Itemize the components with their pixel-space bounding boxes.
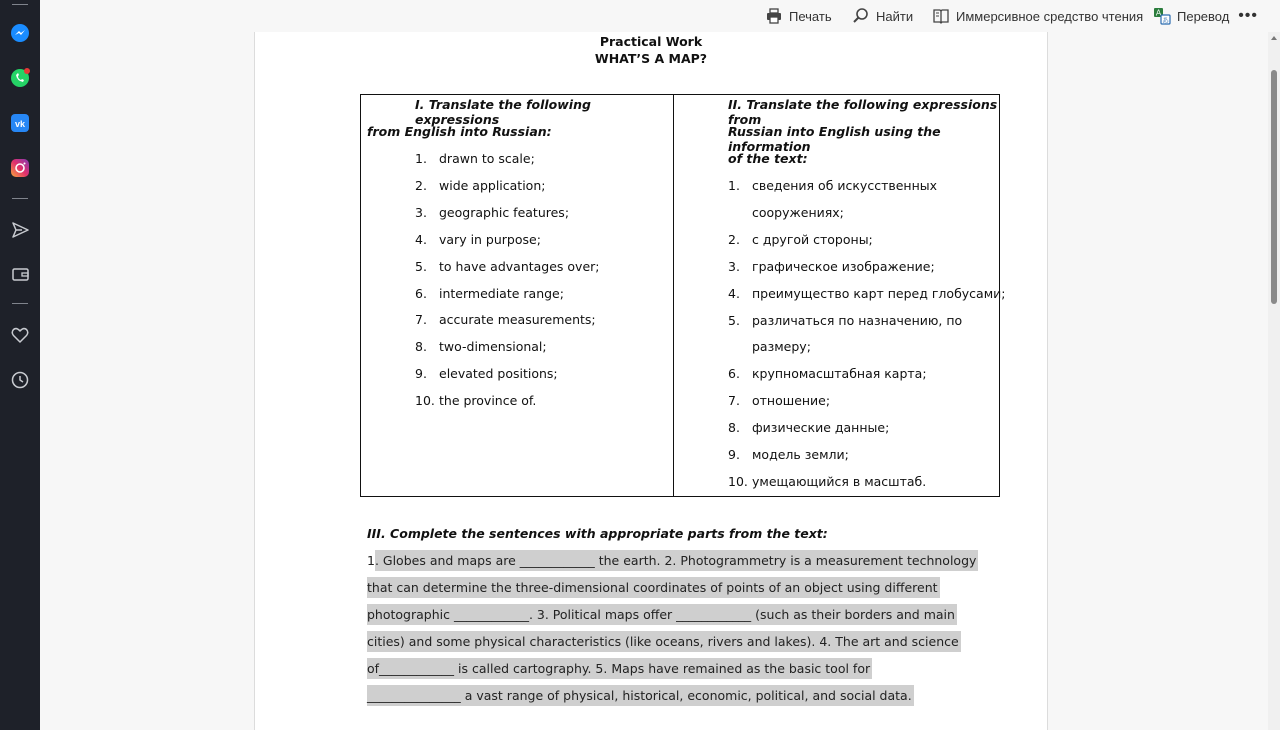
highlighted-text[interactable]: photographic ____________. 3. Political maps offer ____________ (such as their borders and main: [367, 604, 957, 625]
list-item: [415, 151, 535, 166]
translate-icon: [1153, 7, 1171, 25]
list-item: [728, 447, 849, 474]
list-item-number: 3.: [728, 258, 740, 274]
list-item-text: графическое изображение;: [752, 258, 935, 274]
list-item-text-block: [752, 286, 1005, 313]
messenger-icon[interactable]: [8, 21, 32, 45]
document-subtitle: WHAT’S A MAP?: [594, 51, 708, 66]
heart-icon[interactable]: [8, 323, 32, 347]
list-item-text: преимущество карт перед глобусами;: [752, 285, 1006, 301]
list-item-text-block: [752, 178, 937, 232]
section2-heading-line1: II. Translate the following expressions from: [728, 97, 998, 127]
list-item-number: 9.: [728, 447, 740, 462]
list-item: [415, 339, 547, 354]
list-item-number: 10.: [728, 473, 748, 489]
list-item-text: модель земли;: [752, 447, 849, 462]
list-item-text: умещающийся в масштаб.: [752, 473, 927, 489]
translate-label: Перевод: [1177, 8, 1230, 24]
list-item: [728, 259, 935, 286]
book-icon: [932, 7, 950, 25]
immersive-reader-label: Иммерсивное средство чтения: [956, 8, 1144, 24]
list-item: [728, 313, 962, 367]
list-item: [415, 205, 569, 220]
list-item-text: крупномасштабная карта;: [752, 366, 927, 382]
list-item-text: с другой стороны;: [752, 231, 873, 247]
list-item-text-block: [752, 393, 830, 420]
reader-toolbar: [40, 0, 1280, 32]
exercise-text-line: [367, 553, 978, 568]
svg-text:あ: あ: [1162, 17, 1169, 25]
exercise-text-line: [367, 661, 872, 676]
list-item-text: сведения об искусственных: [752, 178, 938, 193]
list-item: [728, 232, 873, 259]
list-item-number: 2.: [728, 231, 740, 247]
immersive-reader-button[interactable]: [932, 4, 1143, 28]
find-button[interactable]: [852, 4, 913, 28]
vertical-scrollbar[interactable]: [1268, 32, 1280, 730]
translation-table: [360, 94, 1006, 497]
list-item: [728, 420, 889, 447]
list-item-text: the province of.: [439, 393, 537, 409]
list-item-text: drawn to scale;: [439, 151, 535, 166]
scroll-up-arrow-icon[interactable]: [1271, 36, 1277, 40]
svg-text:vk: vk: [14, 119, 26, 129]
instagram-icon[interactable]: [8, 156, 32, 180]
table-cell-english: [361, 95, 673, 496]
list-item: [728, 393, 830, 420]
list-item-number: 6.: [415, 285, 427, 301]
list-item-text: отношение;: [752, 393, 831, 409]
list-item: [415, 259, 600, 274]
list-item-text: wide application;: [439, 177, 546, 193]
print-label: Печать: [789, 8, 832, 24]
list-item-text-block: [752, 474, 926, 501]
list-item: [728, 286, 1005, 313]
list-item: [728, 366, 927, 393]
list-item-number: 8.: [415, 339, 427, 355]
history-clock-icon[interactable]: [8, 368, 32, 392]
list-item-number: 3.: [415, 204, 427, 220]
list-item-text-block: [752, 259, 935, 286]
list-item-number: 8.: [728, 420, 740, 436]
list-item-text-block: [752, 313, 962, 367]
translate-button[interactable]: [1153, 4, 1229, 28]
document-page: [254, 32, 1048, 730]
list-item-text: различаться по назначению, по: [752, 312, 963, 328]
highlighted-text[interactable]: _______________ a vast range of physical, historical, economic, political, and social data.: [367, 685, 914, 706]
section3-heading: III. Complete the sentences with appropriate parts from the text:: [367, 526, 828, 541]
exercise-first-number: 1: [367, 553, 375, 568]
list-item-number: 5.: [728, 312, 740, 328]
sidebar-divider: [12, 303, 28, 304]
list-item-number: 6.: [728, 366, 740, 382]
list-item: [415, 178, 545, 193]
list-item-number: 9.: [415, 366, 427, 382]
scrollbar-thumb[interactable]: [1271, 70, 1277, 304]
list-item-text: физические данные;: [752, 420, 890, 436]
list-item-number: 4.: [728, 285, 740, 301]
list-item-text: two-dimensional;: [439, 339, 547, 355]
list-item: [415, 366, 558, 381]
list-item-text-block: [752, 447, 849, 474]
send-icon[interactable]: [8, 218, 32, 242]
section2-heading-line3: of the text:: [728, 151, 808, 166]
document-title: Practical Work: [599, 34, 703, 49]
search-icon: [852, 7, 870, 25]
list-item-number: 1.: [728, 178, 740, 193]
section1-heading-line1: I. Translate the following expressions: [415, 97, 591, 127]
list-item-text: geographic features;: [439, 204, 570, 220]
vk-icon[interactable]: [8, 111, 32, 135]
list-item-text: сооружениях;: [752, 204, 844, 220]
highlighted-text[interactable]: cities) and some physical characteristics (like oceans, rivers and lakes). 4. The art and science: [367, 631, 961, 652]
list-item-text: размеру;: [752, 339, 811, 355]
list-item-number: 2.: [415, 177, 427, 193]
printer-icon: [765, 7, 783, 25]
list-item-text-block: [752, 366, 927, 393]
list-item-text: intermediate range;: [439, 285, 564, 301]
list-item: [415, 312, 596, 327]
exercise-text-line: [367, 688, 914, 703]
print-button[interactable]: [765, 4, 832, 28]
list-item-number: 4.: [415, 231, 427, 247]
section2-heading-line2: Russian into English using the information: [728, 124, 941, 154]
list-item: [415, 393, 536, 408]
exercise-text-line: [367, 580, 940, 595]
more-options-button[interactable]: •••: [1238, 7, 1258, 24]
list-item-text: to have advantages over;: [439, 258, 600, 274]
sidebar-divider: [12, 4, 28, 5]
whatsapp-icon[interactable]: [8, 66, 32, 90]
list-item-text-block: [752, 232, 873, 259]
table-cell-russian: [674, 95, 1006, 496]
highlighted-text[interactable]: that can determine the three-dimensional coordinates of points of an object using different: [367, 577, 940, 598]
highlighted-text[interactable]: . Globes and maps are ____________ the earth. 2. Photogrammetry is a measurement technology: [375, 550, 978, 571]
exercise-text-line: [367, 607, 957, 622]
list-item: [415, 232, 541, 247]
list-item-text-block: [752, 420, 889, 447]
highlighted-text[interactable]: of____________ is called cartography. 5. Maps have remained as the basic tool for: [367, 658, 872, 679]
list-item-number: 1.: [415, 151, 427, 166]
section1-heading-line2: from English into Russian:: [367, 124, 552, 139]
list-item-text: vary in purpose;: [439, 231, 541, 247]
find-label: Найти: [876, 8, 914, 24]
list-item: [415, 286, 564, 301]
list-item-number: 7.: [415, 312, 427, 328]
wallet-icon[interactable]: [8, 262, 32, 286]
app-sidebar: [0, 0, 40, 730]
list-item: [728, 178, 937, 232]
list-item-text: elevated positions;: [439, 366, 558, 382]
list-item-number: 10.: [415, 393, 435, 409]
exercise-text-line: [367, 634, 961, 649]
svg-text:A: A: [1155, 8, 1162, 18]
list-item: [728, 474, 926, 501]
list-item-text: accurate measurements;: [439, 312, 596, 328]
list-item-number: 7.: [728, 393, 740, 409]
list-item-number: 5.: [415, 258, 427, 274]
sidebar-divider: [12, 198, 28, 199]
